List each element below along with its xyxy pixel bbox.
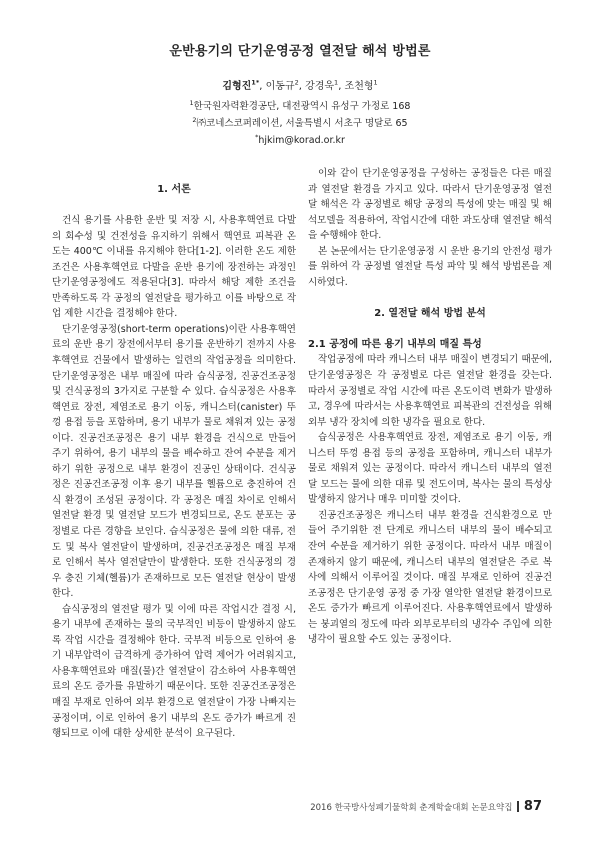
page-number: 87 <box>523 799 542 814</box>
affiliation-1: $^1$한국원자력환경공단, 대전광역시 유성구 가정로 168 <box>189 98 411 112</box>
paragraph: 습식공정은 사용후핵연료 장전, 제염조로 용기 이동, 캐니스터 뚜껑 용접 등의 공정을 포함하며, 캐니스터 내부가 물로 채워져 있는 공정이다. 따라서 캐니스터 내부의 열전달 모드는 물에 의한 대류 및 전도이며, 복사는 물의 특성상 발생하지 않거나 매우 미미할 것이다. <box>308 432 552 506</box>
paragraph: 습식공정의 열전달 평가 및 이에 따른 작업시간 결정 시, 용기 내부에 존재하는 물의 국부적인 비등이 발생하지 않도록 작업 시간을 결정해야 한다. 국부적 비등으로 인하여 용기 내부압력이 급격하게 증가하여 압력 제어가 어려워지고, 사용후핵연료와 매질(물)간 열전달이 감소하여 사용후핵연료의 온도 증가를 유발하기 때문이다. 또한 진공건조공정은 매질 부재로 인하여 외부 환경으로 열전달이 가장 나빠지는 공정이며, 이로 인하여 용기 내부의 온도 증가가 빠르게 진행되므로 이에 대한 상세한 분석이 요구된다. <box>52 603 296 740</box>
proceedings-name: 2016 한국방사성폐기물학회 춘계학술대회 논문요약집 <box>310 802 513 813</box>
paragraph: 이와 같이 단기운영공정을 구성하는 공정들은 다른 매질과 열전달 환경을 가지고 있다. 따라서 단기운영공정 열전달 해석은 각 공정별로 해당 공정의 특성에 맞는 매질 및 해석모델을 적용하여, 작업시간에 대한 과도상태 열전달 해석을 수행해야 한다. <box>308 168 552 242</box>
paragraph: 단기운영공정(short-term operations)이란 사용후핵연료의 운반 용기 장전에서부터 용기를 운반하기 전까지 사용후핵연료 건물에서 발생하는 일련의 작업공정을 의미한다. 단기운영공정은 내부 매질에 따라 습식공정, 진공건조공정 및 건식공정의 3가지로 구분할 수 있다. 습식공정은 사용후핵연료 장전, 제염조로 용기 이동, 캐니스터(canister) 뚜껑 용접 등을 포함하며, 용기 내부가 물로 채워져 있는 공정이다. 진공건조공정은 용기 내부 환경을 건식으로 만들어 주기 위하여, 용기 내부의 물을 배수하고 잔여 수분을 제거하기 위한 공정으로 내부 환경이 진공인 상태이다. 건식공정은 진공건조공정 이후 용기 내부를 헬륨으로 충진하여 건식 환경이 조성된 공정이다. 각 공정은 매질 차이로 인해서 열전달 환경 및 열전달 모드가 변경되므로, 온도 분포는 공정별로 다른 경향을 보인다. 습식공정은 물에 의한 대류, 전도 및 복사 열전달이 발생하며, 진공건조공정은 매질 부재로 인해서 복사 열전달만이 발생한다. 또한 건식공정의 경우 충진 기체(헬륨)가 존재하므로 모든 열전달 현상이 발생한다. <box>52 323 296 600</box>
paragraph: 건식 용기를 사용한 운반 및 저장 시, 사용후핵연료 다발의 회수성 및 건전성을 유지하기 위해서 핵연료 피복관 온도는 400℃ 이내를 유지해야 한다[1-2]. 이러한 온도 제한 조건은 사용후핵연료 다발을 운반 용기에 장전하는 과정인 단기운영공정에도 적용된다[3]. 따라서 해당 제한 조건을 만족하도록 각 공정의 열전달을 평가하고 이를 바탕으로 작업 제한 시간을 결정해야 한다. <box>52 215 296 320</box>
author-list: 김형진$^{1*}$, 이동규$^2$, 강경욱$^1$, 조천형$^1$ <box>222 78 378 92</box>
affiliation-2: $^2$㈜코네스코퍼레이션, 서울특별시 서초구 명달로 65 <box>192 115 408 129</box>
right-column <box>308 166 552 648</box>
paragraph: 작업공정에 따라 캐니스터 내부 매질이 변경되기 때문에, 단기운영공정은 각 공정별로 다른 열전달 환경을 갖는다. 따라서 공정별로 작업 시간에 따른 온도이력 변화가 발생하고, 경우에 따라서는 사용후핵연료 피복관의 건전성을 위해 외부 냉각 장치에 의한 냉각을 필요로 한다. <box>308 354 552 428</box>
paragraph: 본 논문에서는 단기운영공정 시 운반 용기의 안전성 평가를 위하여 각 공정별 열전달 특성 파악 및 해석 방법론을 제시하였다. <box>308 245 552 288</box>
section-heading-introduction: 1. 서론 <box>157 184 191 195</box>
paragraph: 진공건조공정은 캐니스터 내부 환경을 건식환경으로 만들어 주기위한 전 단계로 캐니스터 내부의 물이 배수되고 잔여 수분을 제거하기 위한 공정이다. 따라서 내부 매질이 존재하지 않기 때문에, 캐니스터 내부의 열전달은 주로 복사에 의해서 이루어질 것이다. 매질 부재로 인하여 진공건조공정은 단기운영 공정 중 가장 열악한 열전달 환경이므로 온도 증가가 빠르게 이루어진다. 사용후핵연료에서 발생하는 붕괴열의 정도에 따라 외부로부터의 냉각수 주입에 의한 냉각이 필요할 수도 있는 공정이다. <box>308 509 552 646</box>
footer-divider <box>517 801 519 812</box>
corresponding-email: *hjkim@korad.or.kr <box>255 133 345 147</box>
paper-title: 운반용기의 단기운영공정 열전달 해석 방법론 <box>169 44 431 59</box>
left-column <box>52 182 296 742</box>
author: 조천형$^1$ <box>344 78 378 92</box>
subsection-heading: 2.1 공정에 따른 용기 내부의 매질 특성 <box>308 338 482 350</box>
page-footer <box>310 799 542 814</box>
lead-author: 김형진$^{1*}$ <box>222 78 260 92</box>
author: 강경욱$^1$ <box>305 78 339 92</box>
author: 이동규$^2$ <box>265 78 299 92</box>
section-heading-analysis: 2. 열전달 해석 방법 분석 <box>374 307 486 319</box>
